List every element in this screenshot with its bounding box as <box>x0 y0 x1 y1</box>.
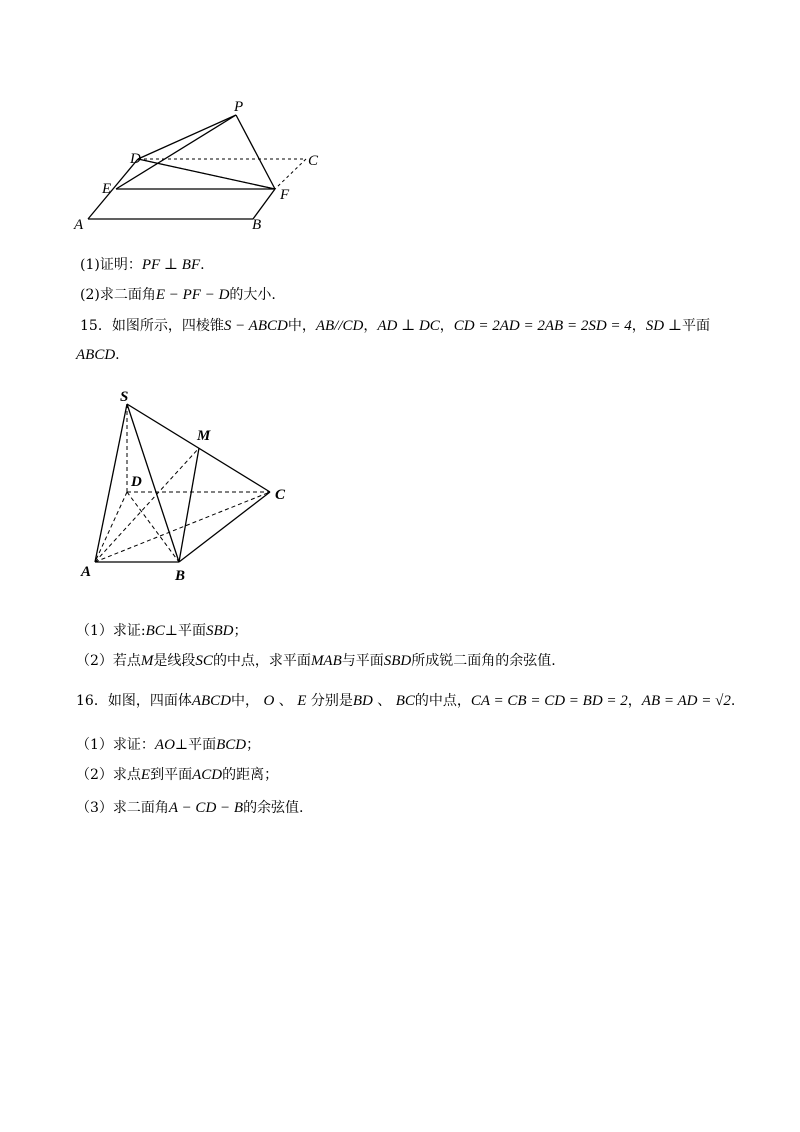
q16-stem: 16．如图，四面体ABCD中， O 、 E 分别是BD 、 BC的中点，CA = CB = CD = BD = 2，AB = AD = √2. <box>76 693 736 709</box>
q15-part2: （2）若点M是线段SC的中点，求平面MAB与平面SBD所成锐二面角的余弦值. <box>76 653 556 669</box>
label-A: A <box>74 217 84 233</box>
label-F: F <box>280 187 290 203</box>
q15-stem-line1: 15．如图所示，四棱锥S − ABCD中，AB//CD，AD ⊥ DC，CD = 2AD = 2AB = 2SD = 4，SD ⊥平面 <box>80 318 710 334</box>
q16-part3: （3）求二面角A − CD − B的余弦值. <box>76 800 304 816</box>
label-D2: D <box>131 474 142 490</box>
q16-part1: （1）求证：AO⊥平面BCD； <box>76 737 261 753</box>
label-B: B <box>252 217 262 233</box>
q15-stem-line2: ABCD. <box>76 347 120 363</box>
label-A2: A <box>81 564 92 580</box>
figure-pyramid-sabcd <box>75 382 305 587</box>
q15-part1: （1）求证:BC⊥平面SBD； <box>76 623 248 639</box>
label-B2: B <box>175 568 186 584</box>
label-S: S <box>120 389 129 405</box>
label-M: M <box>197 428 211 444</box>
q16-part2: （2）求点E到平面ACD的距离； <box>76 767 279 783</box>
q14-part2: (2)求二面角E − PF − D的大小. <box>80 287 276 303</box>
label-C: C <box>308 153 319 169</box>
label-D: D <box>130 151 141 167</box>
label-C2: C <box>275 487 286 503</box>
figure-pyramid-pefcd <box>70 95 340 240</box>
q14-part1: (1)证明：PF ⊥ BF. <box>80 257 205 273</box>
label-P: P <box>234 99 244 115</box>
label-E: E <box>102 181 112 197</box>
